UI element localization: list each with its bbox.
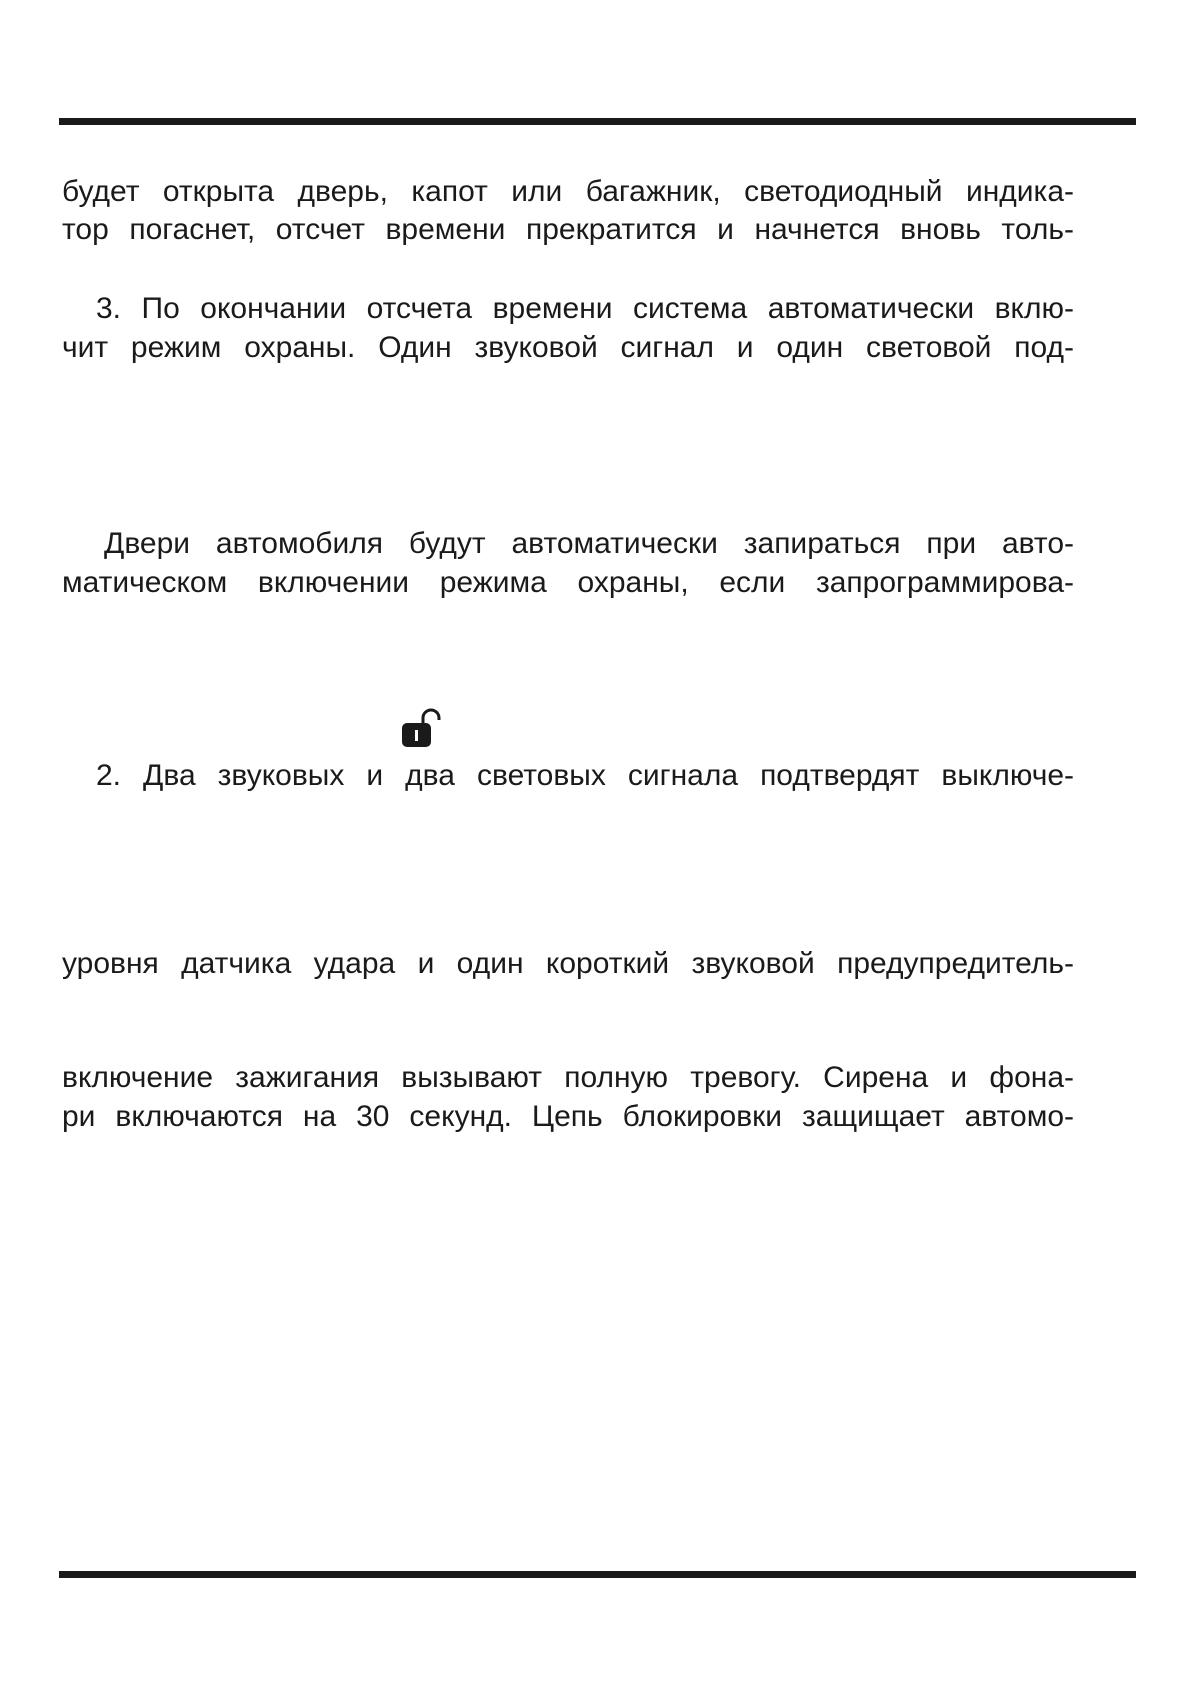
paragraph-4-line-1: 2. Два звуковых и два световых сигнала подтвердят выключе- xyxy=(96,759,1074,792)
paragraph-2-line-1: 3. По окончании отсчета времени система автоматически вклю- xyxy=(96,292,1074,325)
bottom-divider xyxy=(59,1571,1136,1578)
paragraph-3-line-2: матическом включении режима охраны, если запрограммирова- xyxy=(62,566,1074,599)
top-divider xyxy=(59,118,1136,125)
paragraph-5-line-1: уровня датчика удара и один короткий звуковой предупредитель- xyxy=(62,947,1074,980)
paragraph-3-line-1: Двери автомобиля будут автоматически запираться при авто- xyxy=(104,527,1074,560)
paragraph-1-line-2: тор погаснет, отсчет времени прекратится и начнется вновь толь- xyxy=(62,213,1074,246)
unlock-icon xyxy=(398,706,444,750)
paragraph-6-line-2: ри включаются на 30 секунд. Цепь блокировки защищает автомо- xyxy=(62,1100,1074,1133)
paragraph-1-line-1: будет открыта дверь, капот или багажник, светодиодный индика- xyxy=(62,175,1074,208)
paragraph-2-line-2: чит режим охраны. Один звуковой сигнал и один световой под- xyxy=(62,331,1074,364)
paragraph-6-line-1: включение зажигания вызывают полную тревогу. Сирена и фона- xyxy=(62,1061,1074,1094)
